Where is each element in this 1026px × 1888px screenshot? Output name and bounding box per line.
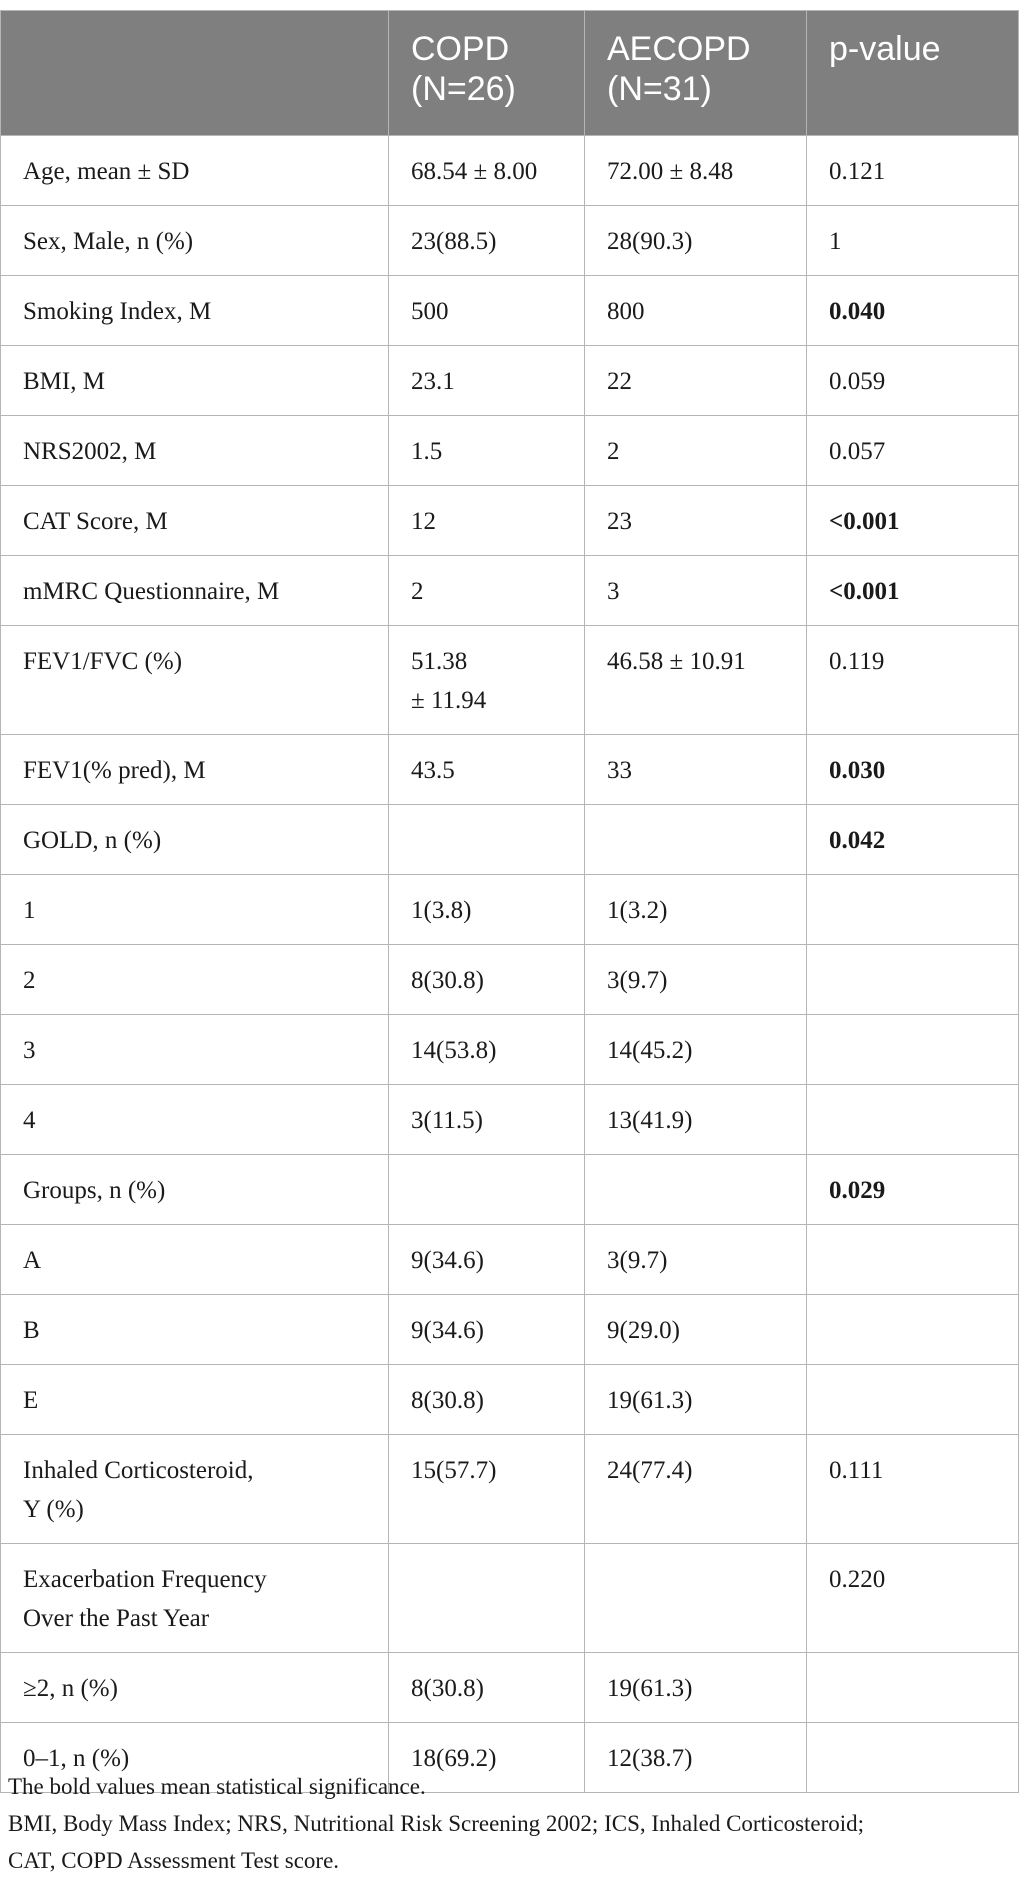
row-label-cell: 4 [1,1085,389,1155]
row-label-cell: FEV1(% pred), M [1,735,389,805]
table-header-row [1,11,1019,136]
copd-value-cell [389,805,585,875]
aecopd-value-cell [585,1544,807,1653]
header-cell-copd: COPD (N=26) [389,11,585,136]
copd-value-cell: 3(11.5) [389,1085,585,1155]
copd-value-cell: 14(53.8) [389,1015,585,1085]
p-value-cell: 0.059 [807,346,1019,416]
aecopd-value-cell: 24(77.4) [585,1435,807,1544]
table-row [1,1544,1019,1653]
table-row [1,1653,1019,1723]
row-label-cell: GOLD, n (%) [1,805,389,875]
aecopd-value-cell: 22 [585,346,807,416]
copd-value-cell: 12 [389,486,585,556]
p-value-cell: 0.042 [807,805,1019,875]
footnote-abbreviations: BMI, Body Mass Index; NRS, Nutritional Risk Screening 2002; ICS, Inhaled Corticosteroid; CAT, COPD Assessment Test score. [8,1811,865,1873]
p-value-cell [807,1365,1019,1435]
row-label-cell: B [1,1295,389,1365]
aecopd-value-cell: 800 [585,276,807,346]
aecopd-value-cell: 12(38.7) [585,1723,807,1793]
row-label-cell: mMRC Questionnaire, M [1,556,389,626]
aecopd-value-cell: 19(61.3) [585,1653,807,1723]
row-label-cell: FEV1/FVC (%) [1,626,389,735]
copd-value-cell: 9(34.6) [389,1295,585,1365]
p-value-cell [807,1225,1019,1295]
table-row [1,1295,1019,1365]
aecopd-value-cell: 9(29.0) [585,1295,807,1365]
aecopd-value-cell: 2 [585,416,807,486]
aecopd-value-cell: 46.58 ± 10.91 [585,626,807,735]
copd-value-cell: 18(69.2) [389,1723,585,1793]
table-row [1,875,1019,945]
row-label-cell: Sex, Male, n (%) [1,206,389,276]
row-label-cell: 3 [1,1015,389,1085]
row-label-cell: 0–1, n (%) [1,1723,389,1793]
row-label-cell: Groups, n (%) [1,1155,389,1225]
aecopd-value-cell: 72.00 ± 8.48 [585,136,807,206]
table-row [1,1155,1019,1225]
p-value-cell [807,1653,1019,1723]
aecopd-value-cell: 3(9.7) [585,1225,807,1295]
row-label-cell: 1 [1,875,389,945]
copd-value-cell [389,1155,585,1225]
aecopd-value-cell: 33 [585,735,807,805]
table-container [0,10,1018,1793]
row-label-cell: BMI, M [1,346,389,416]
p-value-cell [807,1015,1019,1085]
data-table [0,10,1019,1793]
p-value-cell [807,1085,1019,1155]
p-value-cell: 0.220 [807,1544,1019,1653]
aecopd-value-cell: 19(61.3) [585,1365,807,1435]
row-label-cell: Age, mean ± SD [1,136,389,206]
copd-value-cell: 1.5 [389,416,585,486]
aecopd-value-cell: 3 [585,556,807,626]
p-value-cell: 0.030 [807,735,1019,805]
header-cell-aecopd: AECOPD (N=31) [585,11,807,136]
p-value-cell: 0.040 [807,276,1019,346]
table-row [1,1435,1019,1544]
copd-value-cell: 23.1 [389,346,585,416]
row-label-cell: ≥2, n (%) [1,1653,389,1723]
p-value-cell: 0.029 [807,1155,1019,1225]
copd-value-cell: 2 [389,556,585,626]
table-row [1,346,1019,416]
table-row [1,1015,1019,1085]
row-label-cell: Smoking Index, M [1,276,389,346]
row-label-cell: E [1,1365,389,1435]
aecopd-value-cell: 3(9.7) [585,945,807,1015]
table-row [1,1225,1019,1295]
aecopd-value-cell: 1(3.2) [585,875,807,945]
aecopd-value-cell [585,805,807,875]
copd-value-cell: 8(30.8) [389,1653,585,1723]
footnote-significance: The bold values mean statistical significance. [8,1774,426,1799]
row-label-cell: 2 [1,945,389,1015]
copd-value-cell: 68.54 ± 8.00 [389,136,585,206]
p-value-cell: 0.057 [807,416,1019,486]
copd-value-cell [389,1544,585,1653]
table-row [1,486,1019,556]
header-cell-p-value: p-value [807,11,1019,136]
p-value-cell: <0.001 [807,556,1019,626]
aecopd-value-cell: 23 [585,486,807,556]
copd-value-cell: 15(57.7) [389,1435,585,1544]
p-value-cell: 0.119 [807,626,1019,735]
table-footnotes [8,1768,1018,1879]
p-value-cell [807,945,1019,1015]
copd-value-cell: 8(30.8) [389,1365,585,1435]
p-value-cell: 1 [807,206,1019,276]
table-row [1,735,1019,805]
copd-value-cell: 51.38 ± 11.94 [389,626,585,735]
table-row [1,805,1019,875]
row-label-cell: A [1,1225,389,1295]
table-row [1,136,1019,206]
table-row [1,276,1019,346]
table-row [1,1085,1019,1155]
row-label-cell: NRS2002, M [1,416,389,486]
row-label-cell: Exacerbation Frequency Over the Past Year [1,1544,389,1653]
table-row [1,626,1019,735]
row-label-cell: CAT Score, M [1,486,389,556]
copd-value-cell: 23(88.5) [389,206,585,276]
table-row [1,945,1019,1015]
table-row [1,206,1019,276]
copd-value-cell: 500 [389,276,585,346]
copd-value-cell: 9(34.6) [389,1225,585,1295]
table-row [1,556,1019,626]
p-value-cell [807,875,1019,945]
table-body [1,136,1019,1793]
copd-value-cell: 43.5 [389,735,585,805]
header-cell-variable [1,11,389,136]
copd-value-cell: 1(3.8) [389,875,585,945]
table-row [1,1365,1019,1435]
aecopd-value-cell: 13(41.9) [585,1085,807,1155]
p-value-cell [807,1295,1019,1365]
row-label-cell: Inhaled Corticosteroid, Y (%) [1,1435,389,1544]
table-row [1,416,1019,486]
aecopd-value-cell: 14(45.2) [585,1015,807,1085]
p-value-cell: 0.121 [807,136,1019,206]
p-value-cell: 0.111 [807,1435,1019,1544]
aecopd-value-cell [585,1155,807,1225]
copd-value-cell: 8(30.8) [389,945,585,1015]
aecopd-value-cell: 28(90.3) [585,206,807,276]
p-value-cell: <0.001 [807,486,1019,556]
